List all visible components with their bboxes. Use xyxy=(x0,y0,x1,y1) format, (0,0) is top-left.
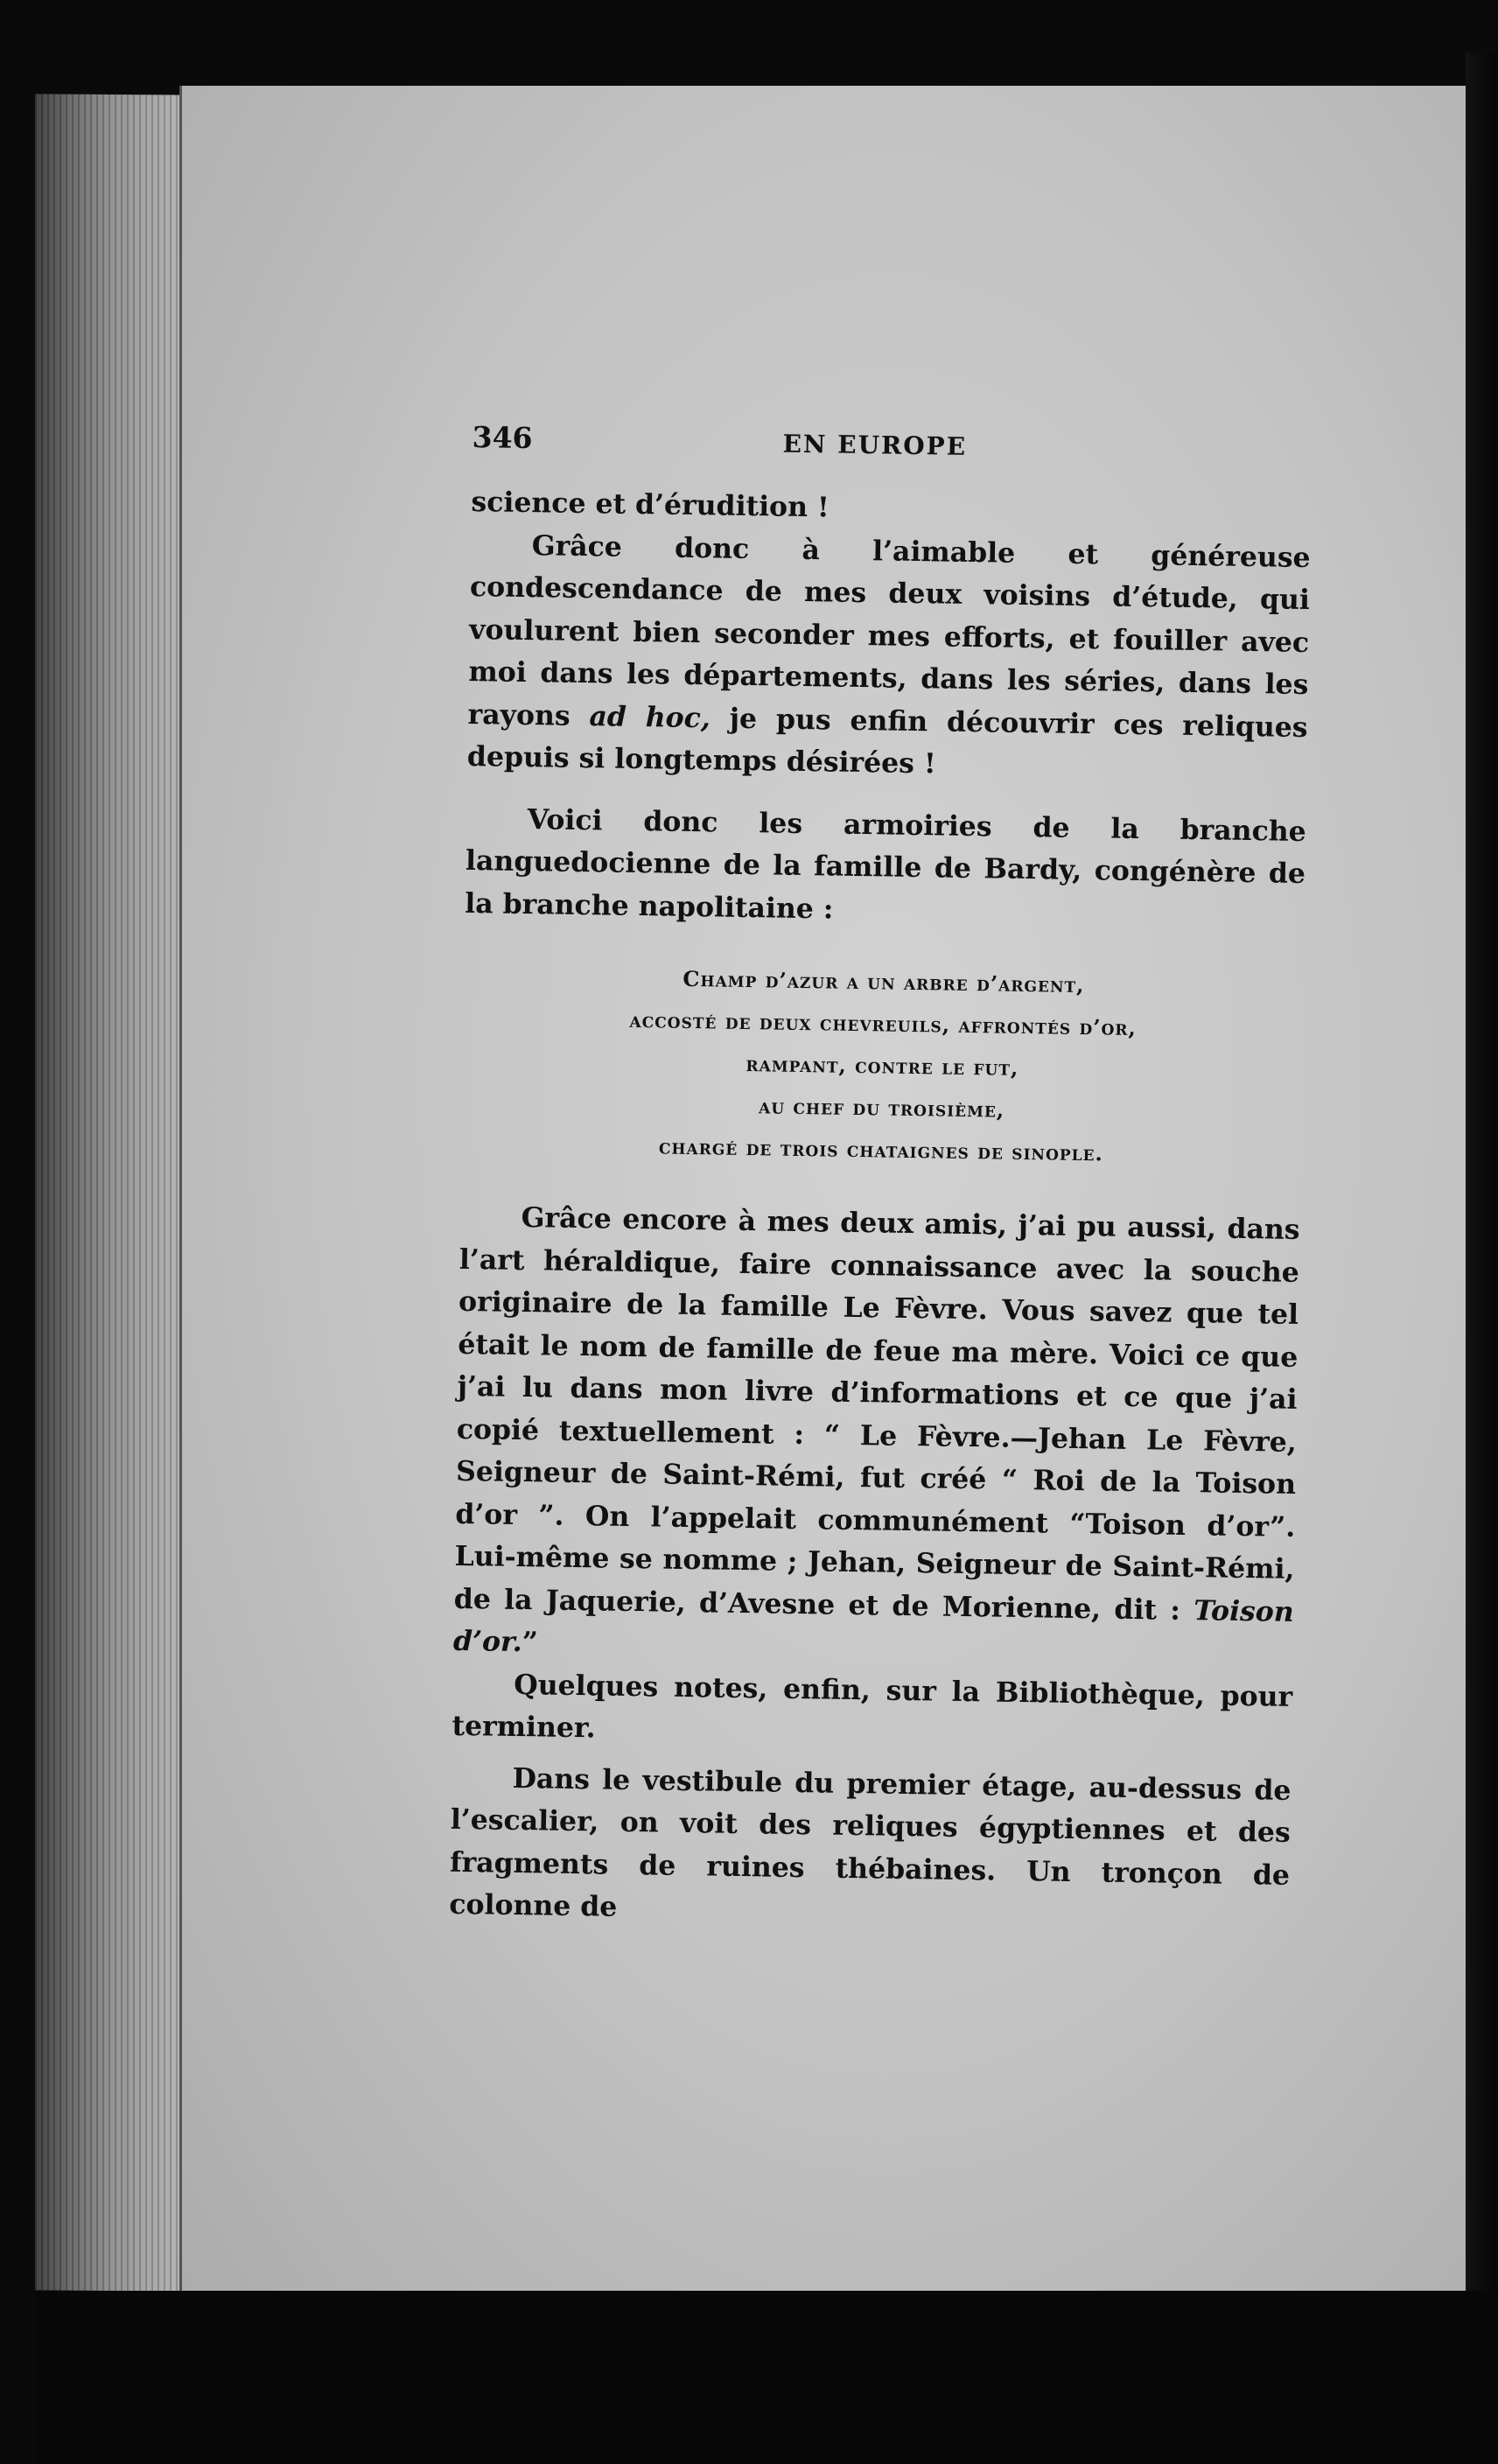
paragraph-4-italic: Toison d’or. xyxy=(452,1593,1295,1659)
paragraph-2 xyxy=(467,523,1311,791)
paragraph-2-end: je pus enfin découvrir ces reliques depuis si longtemps désirées ! xyxy=(466,701,1308,780)
blazon-line: Champ d’azur a un arbre d’argent, xyxy=(682,965,1085,998)
paragraph-5: Quelques notes, enfin, sur la Bibliothèque, pour terminer. xyxy=(452,1668,1293,1745)
blazon-line: rampant, contre le fut, xyxy=(746,1051,1019,1081)
blazon xyxy=(461,955,1305,1178)
page-edges xyxy=(35,94,192,2291)
blazon-line: chargé de trois chataignes de sinople. xyxy=(658,1133,1104,1166)
blazon-line: au chef du troisième, xyxy=(758,1093,1005,1123)
blazon-line: accosté de deux chevreuils, affrontés d’or, xyxy=(629,1006,1138,1041)
paragraph-2-italic: ad hoc, xyxy=(589,699,711,734)
scan-border-bottom xyxy=(35,2291,1498,2464)
paragraph-3: Voici donc les armoiries de la branche languedocienne de la famille de Bardy, congénère de la branche napolitaine : xyxy=(465,802,1307,926)
running-head: EN EUROPE xyxy=(782,429,968,461)
text-block xyxy=(449,420,1312,1939)
paragraph-4-end: ” xyxy=(522,1626,539,1659)
paragraph-6: Dans le vestibule du premier étage, au-dessus de l’escalier, on voit des reliques égyptiennes et des fragments de ruines thébaines. Un tronçon de colonne de xyxy=(449,1761,1292,1923)
paragraph-2-text: Grâce donc à l’aimable et généreuse condescendance de mes deux voisins d’étude, qui voulurent bien seconder mes efforts, et fouiller avec moi dans les départements, dans les séries, dans les rayons xyxy=(467,528,1311,732)
scan-border xyxy=(1466,52,1498,2415)
paragraph-4-text: Grâce encore à mes deux amis, j’ai pu aussi, dans l’art héraldique, faire connaissance avec la souche originaire de la famille Le Fèvre. Vous savez que tel était le nom de famille de feue ma mère. Voici ce que j’ai lu dans mon livre d’informations et ce que j’ai copié textuellement : “ Le Fèvre.—Jehan Le Fèvre, Seigneur de Saint-Rémi, fut créé “ Roi de la Toison d’or ”. On l’appelait communément “Toison d’or”. Lui-même se nomme ; Jehan, Seigneur de Saint-Rémi, de la Jaquerie, d’Avesne et de Morienne, dit : xyxy=(453,1200,1300,1627)
page-number: 346 xyxy=(472,420,533,456)
paragraph-4 xyxy=(453,1196,1300,1676)
paragraph-1: science et d’érudition ! xyxy=(471,485,830,524)
